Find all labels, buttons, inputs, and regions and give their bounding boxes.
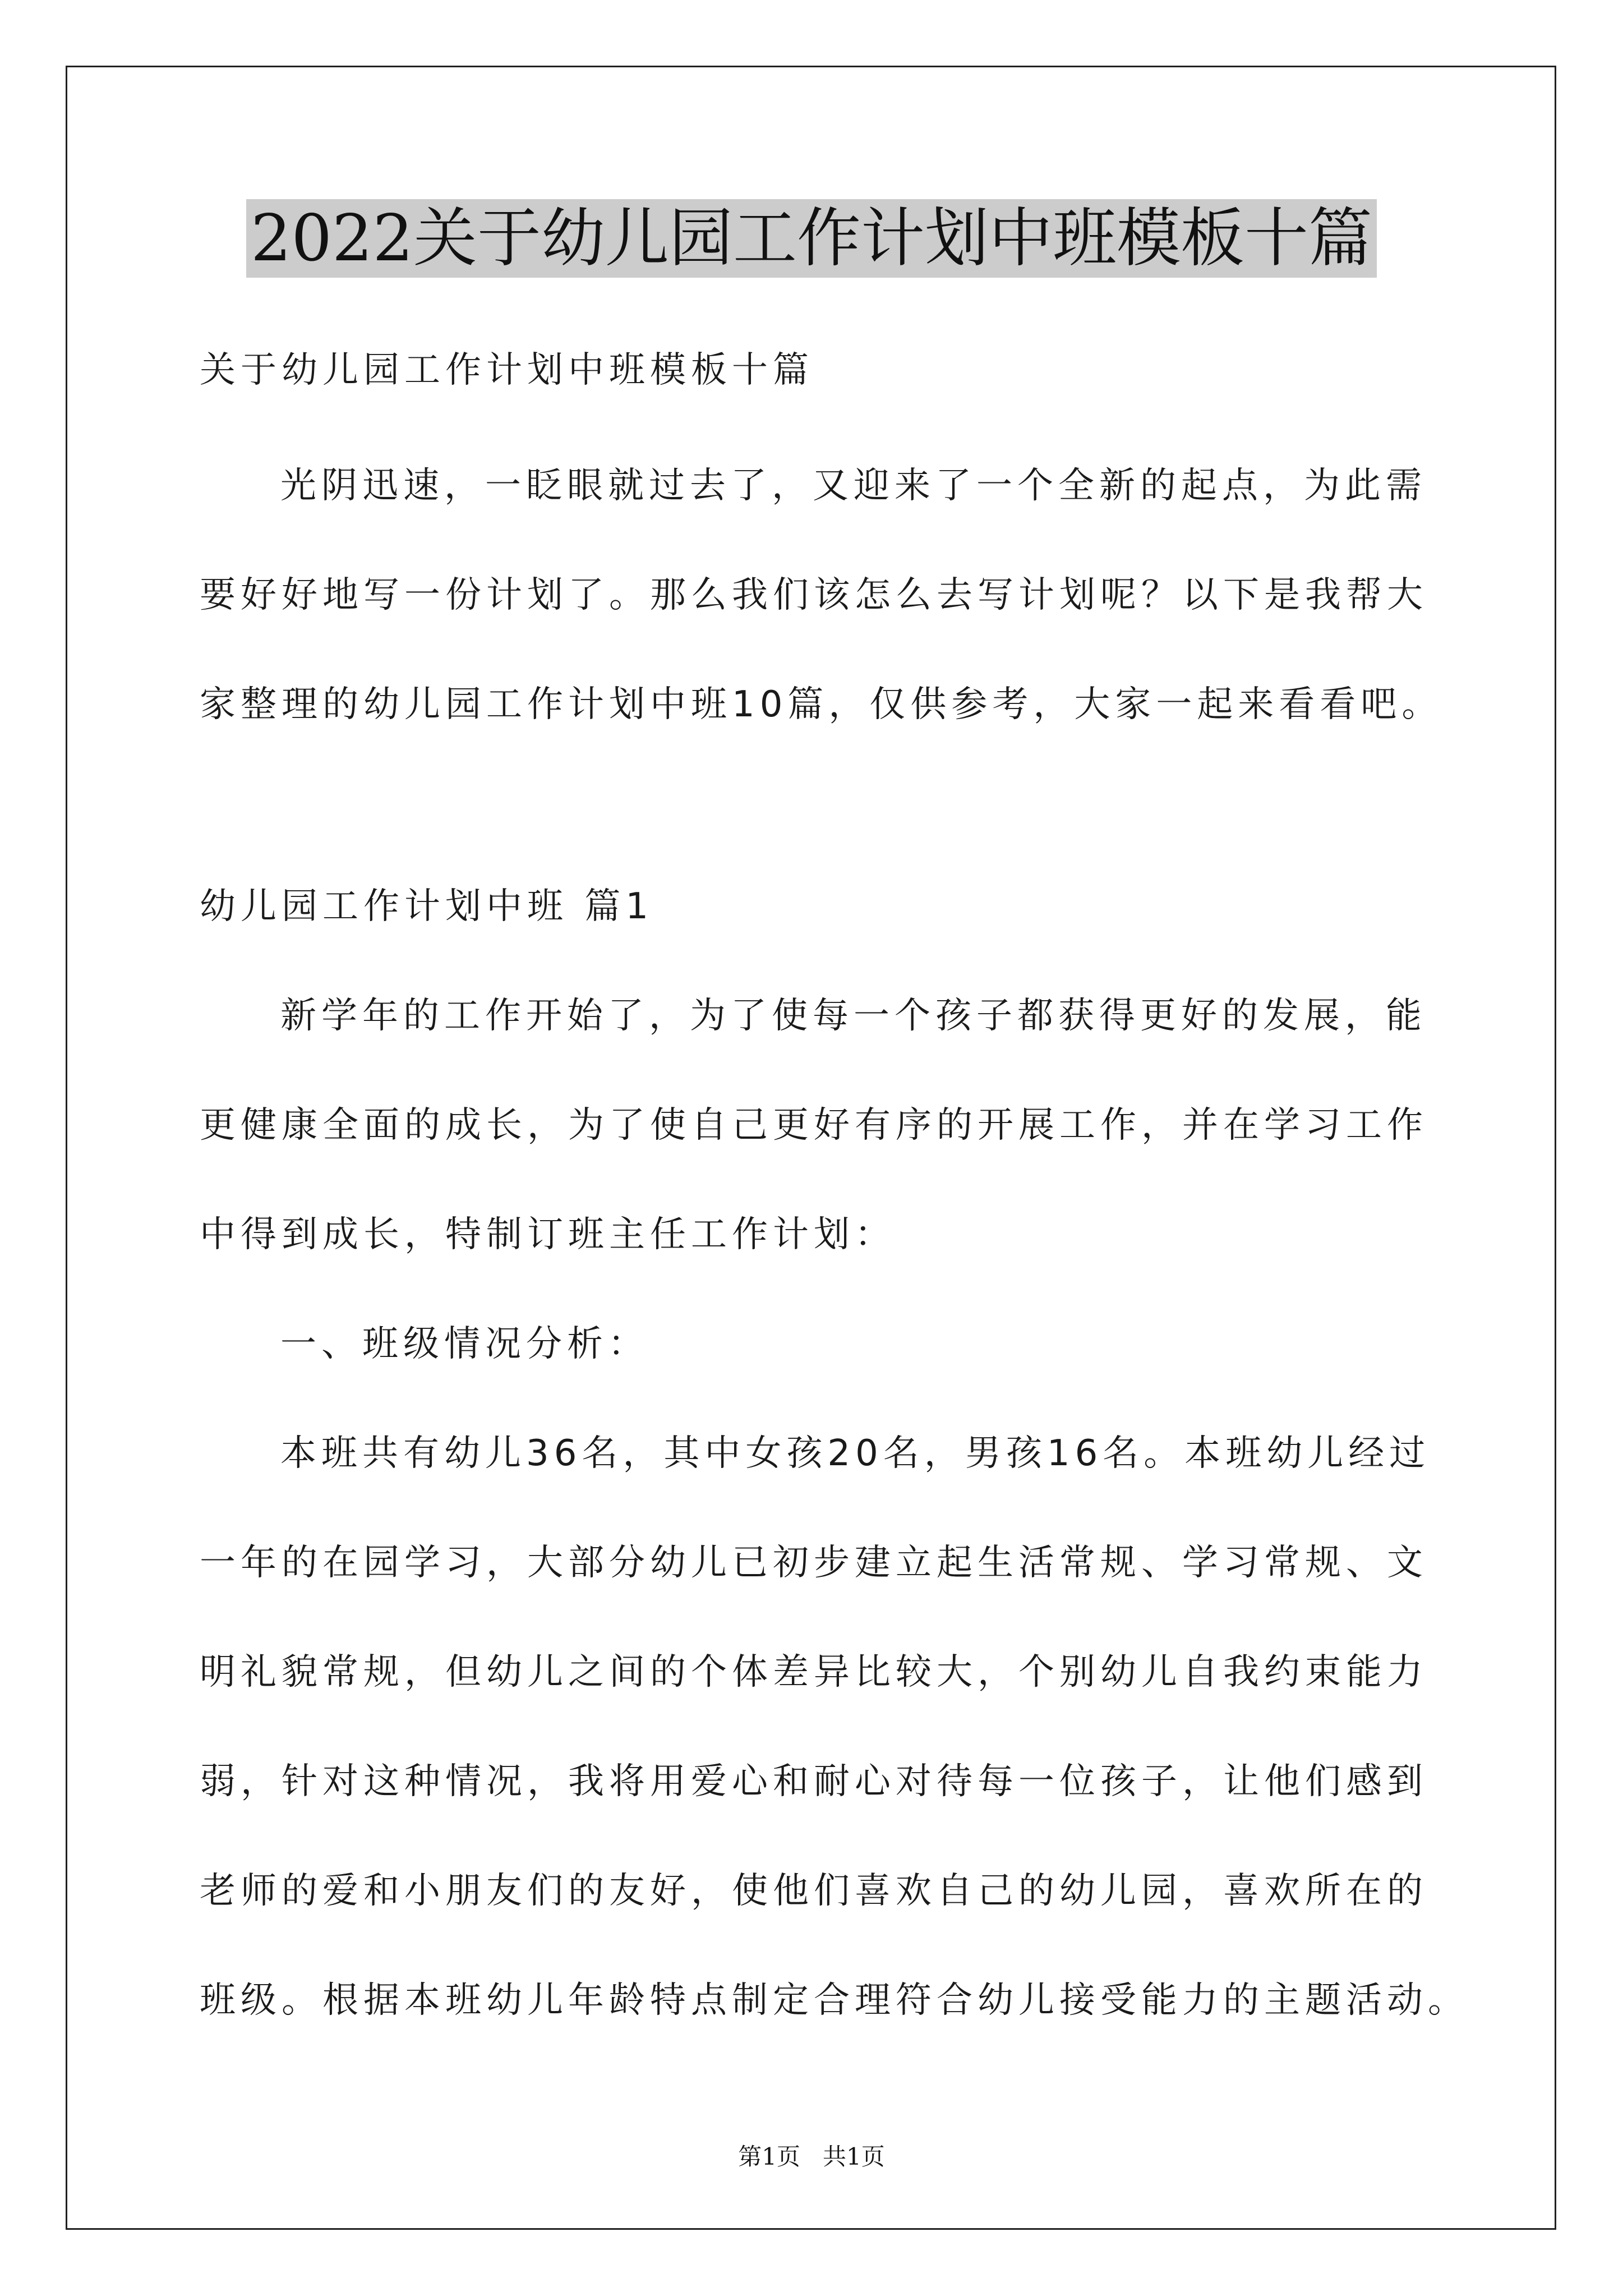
- document-title: 2022关于幼儿园工作计划中班模板十篇: [246, 199, 1377, 278]
- analysis-line-3: 明礼貌常规，但幼儿之间的个体差异比较大，个别幼儿自我约束能力: [200, 1651, 1428, 1693]
- subheading: 一、班级情况分析：: [280, 1323, 649, 1365]
- intro-line-1: 光阴迅速，一眨眼就过去了，又迎来了一个全新的起点，为此需: [280, 465, 1427, 507]
- intro-line-3: 家整理的幼儿园工作计划中班10篇，仅供参考，大家一起来看看吧。: [200, 684, 1443, 725]
- document-subtitle: 关于幼儿园工作计划中班模板十篇: [200, 349, 814, 391]
- analysis-line-2: 一年的在园学习，大部分幼儿已初步建立起生活常规、学习常规、文: [200, 1542, 1428, 1584]
- section-paragraph-line-2: 更健康全面的成长，为了使自己更好有序的开展工作，并在学习工作: [200, 1105, 1428, 1146]
- analysis-line-4: 弱，针对这种情况，我将用爱心和耐心对待每一位孩子，让他们感到: [200, 1761, 1428, 1802]
- section-paragraph-line-1: 新学年的工作开始了，为了使每一个孩子都获得更好的发展，能: [280, 995, 1427, 1037]
- page-footer: 第1页 共1页: [738, 2143, 885, 2170]
- analysis-line-1: 本班共有幼儿36名，其中女孩20名，男孩16名。本班幼儿经过: [280, 1433, 1431, 1474]
- intro-line-2: 要好好地写一份计划了。那么我们该怎么去写计划呢？以下是我帮大: [200, 574, 1428, 616]
- section-paragraph-line-3: 中得到成长，特制订班主任工作计划：: [200, 1214, 896, 1255]
- analysis-line-5: 老师的爱和小朋友们的友好，使他们喜欢自己的幼儿园，喜欢所在的: [200, 1870, 1428, 1912]
- analysis-line-6: 班级。根据本班幼儿年龄特点制定合理符合幼儿接受能力的主题活动。: [200, 1980, 1469, 2021]
- title-wrapper: [0, 199, 1623, 278]
- section-heading: 幼儿园工作计划中班 篇1: [200, 886, 654, 927]
